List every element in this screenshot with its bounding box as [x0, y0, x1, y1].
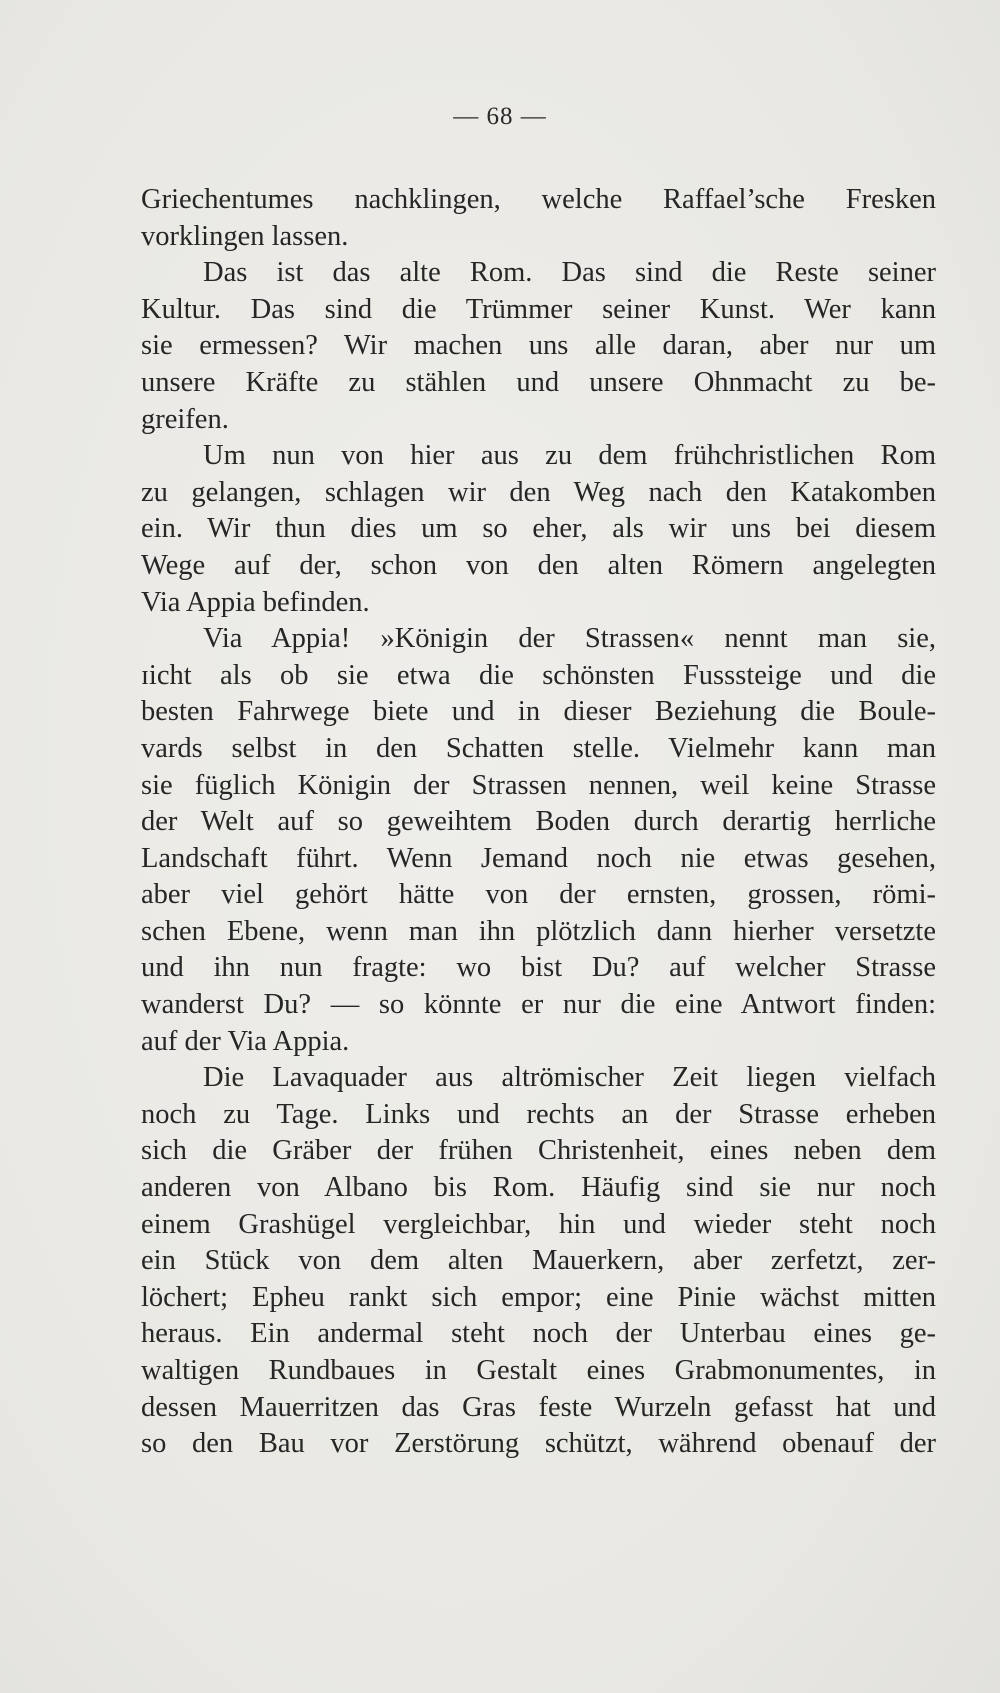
text-line: schen Ebene, wenn man ihn plötzlich dann hierher versetzte — [141, 915, 936, 947]
text-line: sie füglich Königin der Strassen nennen, weil keine Strasse — [141, 769, 936, 801]
text-line: Griechentumes nachklingen, welche Raffael’sche Fresken — [141, 184, 936, 215]
body-text — [141, 182, 936, 1463]
text-line: besten Fahrwege biete und in dieser Beziehung die Boule- — [141, 696, 936, 728]
text-line: ein Stück von dem alten Mauerkern, aber zerfetzt, zer- — [141, 1245, 936, 1277]
text-line: dessen Mauerritzen das Gras feste Wurzeln gefasst hat und — [141, 1391, 936, 1423]
text-line: noch zu Tage. Links und rechts an der Strasse erheben — [141, 1098, 936, 1130]
text-line: Wege auf der, schon von den alten Römern angelegten — [141, 549, 936, 581]
text-line: und ihn nun fragte: wo bist Du? auf welcher Strasse — [141, 952, 936, 984]
text-line: so den Bau vor Zerstörung schützt, während obenauf der — [141, 1428, 936, 1460]
text-line: Via Appia befinden. — [141, 586, 370, 618]
text-line: vards selbst in den Schatten stelle. Vielmehr kann man — [141, 732, 936, 764]
text-line: löchert; Epheu rankt sich empor; eine Pinie wächst mitten — [141, 1281, 936, 1313]
text-line: sie ermessen? Wir machen uns alle daran, aber nur um — [141, 330, 936, 362]
text-line: greifen. — [141, 403, 229, 435]
text-line: wanderst Du? — so könnte er nur die eine Antwort finden: — [141, 989, 936, 1021]
page-number: — 68 — — [453, 103, 547, 130]
text-line: Via Appia! »Königin der Strassen« nennt man sie, — [203, 623, 936, 655]
text-line: Landschaft führt. Wenn Jemand noch nie etwas gesehen, — [141, 842, 936, 874]
text-line: heraus. Ein andermal steht noch der Unterbau eines ge- — [141, 1318, 936, 1350]
text-line: anderen von Albano bis Rom. Häufig sind sie nur noch — [141, 1172, 936, 1204]
text-line: einem Grashügel vergleichbar, hin und wieder steht noch — [141, 1208, 936, 1240]
text-line: vorklingen lassen. — [141, 220, 349, 252]
text-line: waltigen Rundbaues in Gestalt eines Grabmonumentes, in — [141, 1355, 936, 1386]
text-line: unsere Kräfte zu stählen und unsere Ohnmacht zu be- — [141, 366, 936, 398]
text-line: auf der Via Appia. — [141, 1025, 350, 1057]
text-line: Das ist das alte Rom. Das sind die Reste seiner — [203, 257, 936, 289]
text-line: aber viel gehört hätte von der ernsten, grossen, römi- — [141, 879, 936, 911]
text-line: Um nun von hier aus zu dem frühchristlichen Rom — [203, 440, 936, 472]
text-line: zu gelangen, schlagen wir den Weg nach den Katakomben — [141, 476, 936, 508]
text-line: der Welt auf so geweihtem Boden durch derartig herrliche — [141, 806, 936, 838]
text-line: ein. Wir thun dies um so eher, als wir uns bei diesem — [141, 513, 936, 545]
text-line: Die Lavaquader aus altrömischer Zeit liegen vielfach — [203, 1062, 936, 1094]
text-line: ɪicht als ob sie etwa die schönsten Fusssteige und die — [141, 659, 936, 691]
text-line: Kultur. Das sind die Trümmer seiner Kunst. Wer kann — [141, 293, 936, 325]
text-line: sich die Gräber der frühen Christenheit, eines neben dem — [141, 1135, 936, 1167]
